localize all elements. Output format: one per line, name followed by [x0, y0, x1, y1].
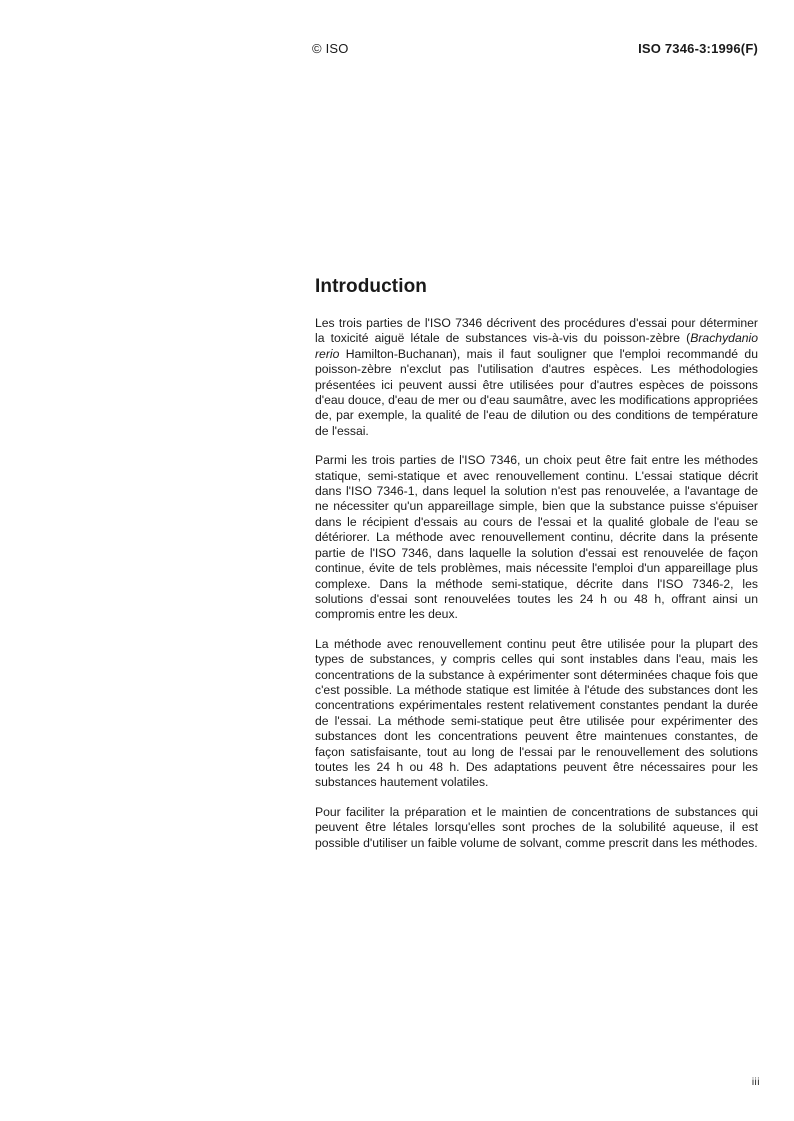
paragraph-1-text-b: Hamilton-Buchanan), mais il faut souligner que l'emploi recommandé du poisson-zèbre n'exclut pas l'utilisation d'autres espèces. Les méthodologies présentées ici peuvent aussi être utilisées pour d'autres espèces de poissons d'eau douce, d'eau de mer ou d'eau saumâtre, avec les modifications appropriées de, par exemple, la qualité de l'eau de dilution ou des conditions de température de l'essai. — [315, 346, 758, 438]
page-number: iii — [751, 1077, 760, 1088]
species-name: Brachydanio rerio — [315, 331, 758, 361]
section-title: Introduction — [315, 276, 428, 297]
paragraph-2: Parmi les trois parties de l'ISO 7346, un choix peut être fait entre les méthodes statique, semi-statique et avec renouvellement continu. L'essai statique décrit dans l'ISO 7346-1, dans lequel la solution n'est pas renouvelée, a l'avantage de ne nécessiter qu'un appareillage simple, bien que la substance puisse s'épuiser dans le récipient d'essais au cours de l'essai et la qualité globale de l'eau se détériorer. La méthode avec renouvellement continu, décrite dans la présente partie de l'ISO 7346, dans laquelle la solution d'essai est renouvelée de façon continue, évite de tels problèmes, mais nécessite l'emploi d'un appareillage plus complexe. Dans la méthode semi-statique, décrite dans l'ISO 7346-2, les solutions d'essai sont renouvelées toutes les 24 h ou 48 h, offrant ainsi un compromis entre les deux. — [315, 453, 758, 622]
paragraph-1-text-a: Les trois parties de l'ISO 7346 décrivent des procédures d'essai pour déterminer la toxicité aiguë létale de substances vis-à-vis du poisson-zèbre ( — [315, 316, 758, 346]
paragraph-3: La méthode avec renouvellement continu peut être utilisée pour la plupart des types de substances, y compris celles qui sont instables dans l'eau, mais les concentrations de la substance à expérimenter sont déterminées chaque fois que c'est possible. La méthode statique est limitée à l'étude des substances dont les concentrations expérimentales restent relativement constantes pendant la durée de l'essai. La méthode semi-statique peut être utilisée pour expérimenter des substances dont les concentrations peuvent être maintenues constantes, de façon satisfaisante, tout au long de l'essai par le renouvellement des solutions toutes les 24 h ou 48 h. Des adaptations peuvent être nécessaires pour les substances hautement volatiles. — [315, 636, 758, 790]
paragraph-4: Pour faciliter la préparation et le maintien de concentrations de substances qui peuvent être létales lorsqu'elles sont proches de la solubilité aqueuse, il est possible d'utiliser un faible volume de solvant, comme prescrit dans les méthodes. — [315, 804, 758, 850]
standard-identifier: ISO 7346-3:1996(F) — [638, 41, 758, 56]
paragraph-1 — [315, 316, 758, 439]
copyright-notice: © ISO — [312, 41, 349, 56]
introduction-section — [315, 276, 758, 865]
